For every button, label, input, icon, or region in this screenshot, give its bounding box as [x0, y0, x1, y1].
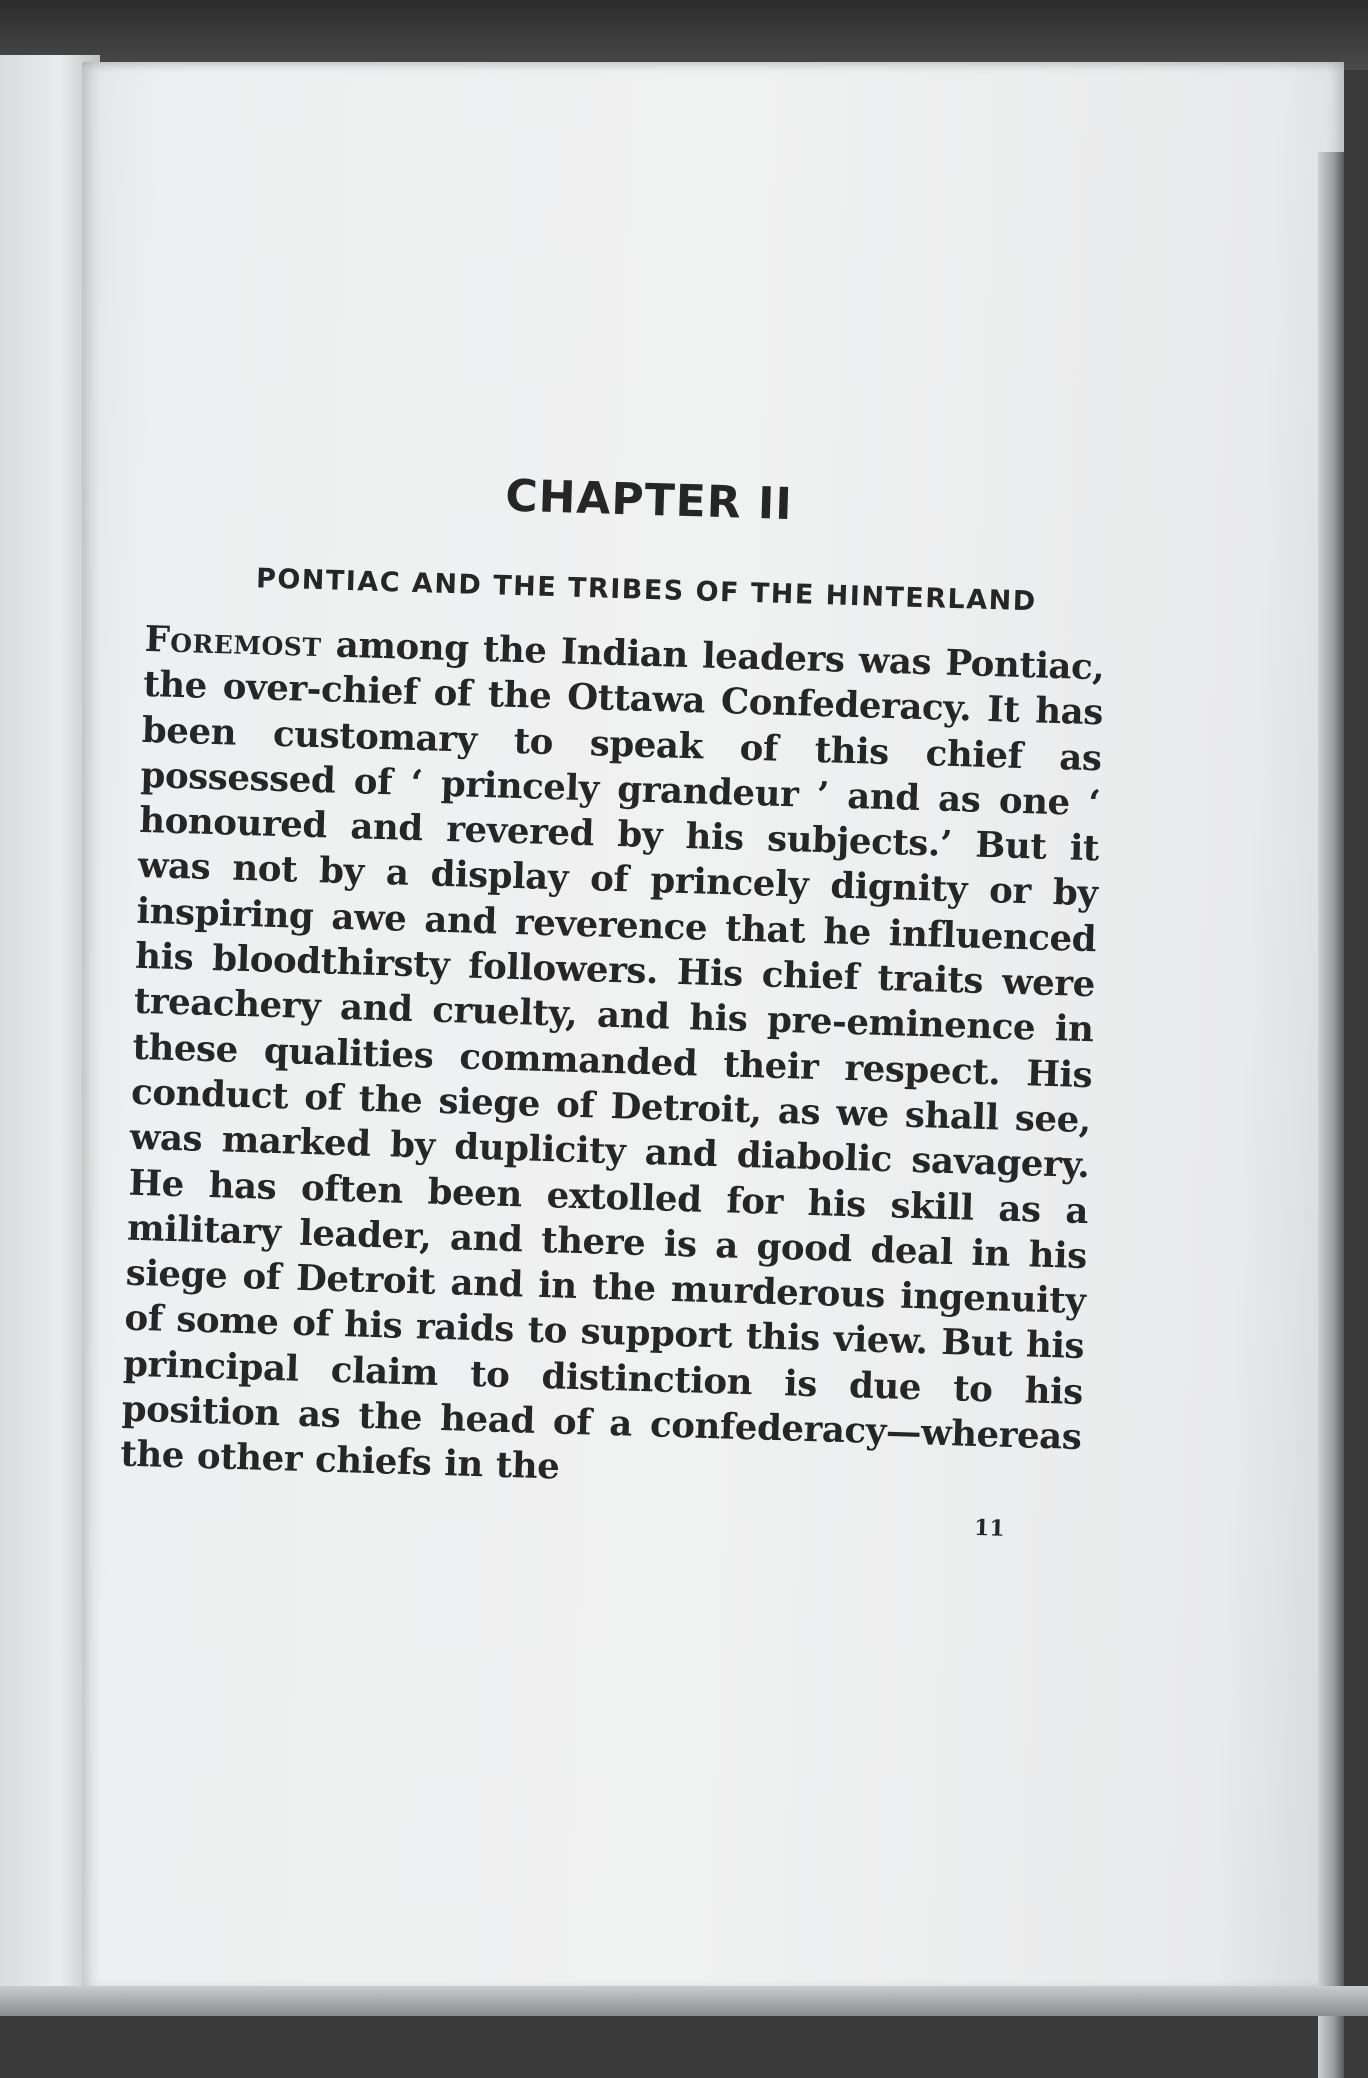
body-paragraph-text: among the Indian leaders was Pontiac, the over-chief of the Ottawa Confederacy. It has been customary to speak of this chief as possessed of ‘ princely grandeur ’ and as one ‘ honoured and revered by his subjects.’ But it was not by a display of princely dignity or by inspiring awe and reverence that he influenced his bloodthirsty followers. His chief traits were treachery and cruelty, and his pre-eminence in these qualities commanded their respect. His conduct of the siege of Detroit, as we shall see, was marked by duplicity and diabolic savagery. He has often been extolled for his skill as a military leader, and there is a good deal in his siege of Detroit and in the murderous ingenuity of some of his raids to support this view. But his principal claim to distinction is due to his position as the head of a confederacy—whereas the other chiefs in the	[119, 624, 1105, 1488]
scan-background-bottom	[0, 1986, 1368, 2016]
lead-word: Foremost	[144, 618, 323, 666]
page-stack-edge	[1318, 152, 1344, 2078]
chapter-title: CHAPTER II	[504, 470, 794, 531]
scan-background-top	[0, 0, 1368, 70]
page-number: 11	[973, 1514, 1006, 1542]
page-text-block	[119, 460, 1110, 1544]
chapter-subtitle: PONTIAC AND THE TRIBES OF THE HINTERLAND	[255, 563, 1038, 618]
body-paragraph	[120, 617, 1105, 1506]
